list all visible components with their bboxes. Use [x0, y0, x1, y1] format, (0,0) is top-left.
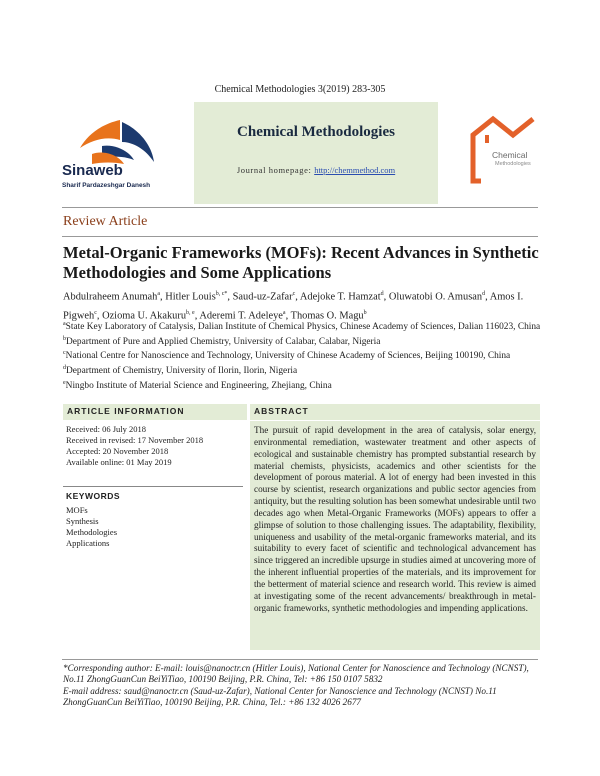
- homepage-label: Journal homepage:: [236, 165, 312, 175]
- affiliation-mark: e: [63, 379, 66, 386]
- affiliation-list: [63, 319, 541, 393]
- paper-title: Metal-Organic Frameworks (MOFs): Recent Advances in Synthetic Methodologies and Some Applications: [63, 243, 539, 282]
- author-affiliation-mark: b, c*: [215, 291, 228, 297]
- author-name: Thomas O. Magu: [290, 310, 364, 322]
- affiliation-mark: b: [63, 335, 66, 342]
- article-info-heading: ARTICLE INFORMATION: [63, 404, 247, 420]
- author-name: Aderemi T. Adeleye: [199, 310, 283, 322]
- article-type: Review Article: [63, 214, 148, 229]
- author-affiliation-mark: b: [363, 310, 367, 317]
- author-affiliation-mark: b, e: [186, 310, 195, 317]
- author-name: Hitler Louis: [165, 291, 216, 303]
- keyword-list: [66, 505, 117, 549]
- author-affiliation-mark: c: [292, 291, 296, 297]
- author-name: Saud-uz-Zafar: [232, 291, 293, 303]
- affiliation-mark: c: [63, 350, 66, 357]
- keyword-item: Methodologies: [66, 527, 117, 537]
- author-affiliation-mark: c: [94, 310, 97, 317]
- author-affiliation-mark: d: [380, 291, 384, 297]
- affiliation-item: [63, 363, 541, 378]
- affiliation-mark: d: [63, 365, 66, 372]
- author-affiliation-mark: a: [282, 310, 286, 317]
- keywords-divider: [63, 486, 243, 487]
- affiliation-text: Department of Chemistry, University of Ilorin, Ilorin, Nigeria: [66, 366, 298, 377]
- article-dates: [66, 424, 203, 468]
- sinaweb-name: Sinaweb: [62, 162, 123, 179]
- methodologies-logo-text: Methodologies: [495, 161, 531, 167]
- sinaweb-subtitle: Sharif Pardazeshgar Danesh: [62, 182, 151, 189]
- author-list: Abdulraheem Anumah$^a$, Hitler Louis$^{b, c*}$, Saud-uz-Zafar$^c$, Adejoke T. Hamzat$^d$, Oluwatobi O. Amusan$^d$, Amos I. Pigweh$^c$, Ozioma U. Akakuru$^{b, e}$, Aderemi T. Adeleye$^a$, Thomas O. Magu$^b$: [63, 291, 524, 322]
- author-name: Ozioma U. Akakuru: [102, 310, 187, 322]
- keyword-item: MOFs: [66, 505, 88, 515]
- abstract-text: The pursuit of rapid development in the area of catalysis, solar energy, environmental remediation, wastewater treatment and other aspects of ecological and sustainable chemistry has prompted substantial research by material chemists, physicists, academics and other scientists for the development of porous material. A lot of energy had been invested in this course by scientist, research organizations and public sector agencies from antiquity, but the resulting solution has been somewhat undesirable until two decades ago when Metal-Organic Frameworks (MOFs) appears to offer a glimpse of solution to those challenging issues. The adaptability, flexibility, uniqueness and usability of the metal-organic frameworks material, and its suitability to every facet of scientific and technological advancement has since triggered an incredible upsurge in studies aimed at uncovering more of the inherent influential properties of the materials, and its improvement for the betterment of material science and research world. This review is aimed at investigating some of the recent advancements/ breakthrough in metal-organic frameworks, synthetic methodologies and impending applications.: [254, 425, 536, 613]
- keyword-item: Applications: [66, 538, 110, 548]
- author-affiliation-mark: d: [482, 291, 486, 297]
- affiliation-text: National Centre for Nanoscience and Technology, University of Chinese Academy of Sciences, Beijing 100190, China: [65, 351, 511, 362]
- revised-date: Received in revised: 17 November 2018: [66, 435, 204, 445]
- affiliation-item: [63, 319, 541, 334]
- author-name: Oluwatobi O. Amusan: [388, 291, 483, 303]
- footnote-line-1: *Corresponding author: E-mail: louis@nanoctr.cn (Hitler Louis), National Center for Nanoscience and Technology (NCNST), No.11 ZhongGuanCun BeiYiTiao, 100190 Beijing, P.R. China, Tel: +86 150 0107 5832: [63, 663, 529, 685]
- received-date: Received: 06 July 2018: [66, 424, 147, 434]
- journal-citation: Chemical Methodologies 3(2019) 283-305: [214, 84, 386, 95]
- keywords-heading: KEYWORDS: [66, 491, 121, 501]
- footnote-divider: [62, 659, 538, 660]
- author-affiliation-mark: a: [157, 291, 161, 297]
- journal-title: Chemical Methodologies: [237, 124, 395, 140]
- author-name: Adejoke T. Hamzat: [299, 291, 381, 303]
- affiliation-mark: a: [63, 321, 66, 327]
- journal-header-box: [194, 102, 438, 204]
- journal-homepage: [194, 165, 438, 175]
- affiliation-text: Department of Pure and Applied Chemistry, University of Calabar, Calabar, Nigeria: [66, 336, 381, 347]
- corresponding-author-footnote: [63, 663, 541, 708]
- article-type-divider: [62, 236, 538, 237]
- homepage-link[interactable]: http://chemmethod.com: [314, 165, 396, 175]
- online-date: Available online: 01 May 2019: [66, 457, 172, 467]
- affiliation-item: [63, 348, 541, 363]
- abstract-heading: ABSTRACT: [250, 404, 540, 420]
- keyword-item: Synthesis: [66, 516, 99, 526]
- affiliation-text: Ningbo Institute of Material Science and Engineering, Zhejiang, China: [65, 381, 332, 391]
- affiliation-item: [63, 334, 541, 349]
- author-name: Amos I. Pigweh: [63, 291, 524, 322]
- affiliation-text: State Key Laboratory of Catalysis, Dalian Institute of Chemical Physics, Chinese Academy of Sciences, Dalian 116023, China: [65, 322, 541, 333]
- author-name: Abdulraheem Anumah: [63, 291, 158, 303]
- accepted-date: Accepted: 20 November 2018: [66, 446, 169, 456]
- footnote-line-2: E-mail address: saud@nanoctr.cn (Saud-uz-Zafar), National Center for Nanoscience and Technology (NCNST) No.11 ZhongGuanCun BeiYiTiao, 100190 Beijing, P.R. China, Tel.: +86 132 4026 2677: [63, 685, 497, 707]
- affiliation-item: [63, 378, 541, 393]
- header-divider: [62, 207, 538, 208]
- chemical-logo-text: Chemical: [492, 150, 528, 160]
